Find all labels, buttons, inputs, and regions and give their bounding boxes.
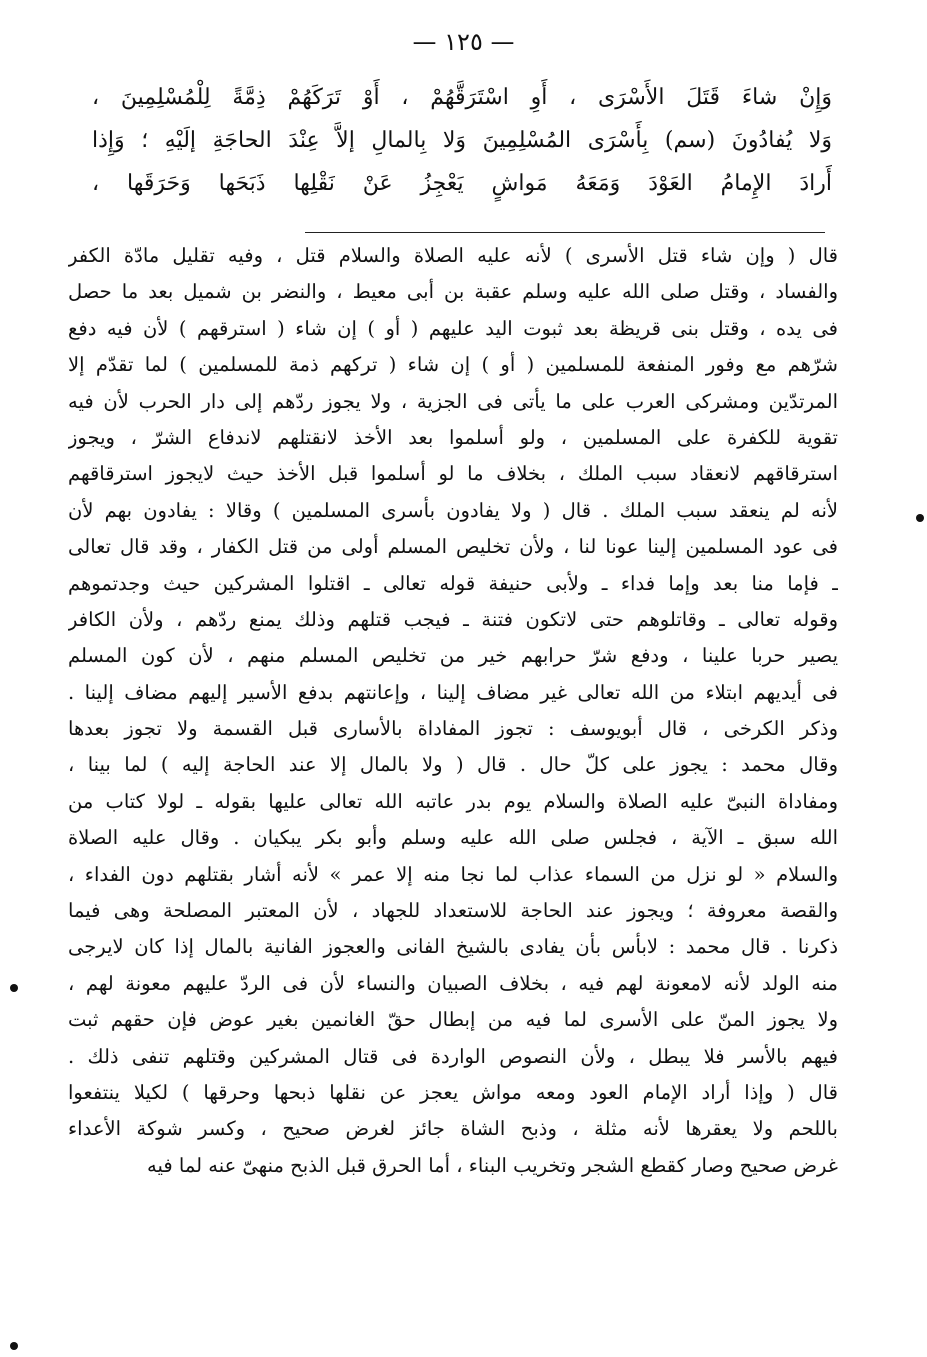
commentary-line: فى أيديهم ابتلاء من الله تعالى غير مضاف إلينا ، وإعانتهم بدفع الأسير إليهم مضاف إلينا . — [68, 680, 838, 704]
commentary-line: منه الولد لأنه لامعونة لهم فيه ، بخلاف الصبيان والنساء لأن فى الردّ عليهم معونة لهم ، — [68, 971, 838, 995]
margin-dot — [916, 514, 924, 522]
commentary-line: وذكر الكرخى ، قال أبويوسف : تجوز المفاداة بالأسارى قبل القسمة ولا تجوز بعدها — [68, 717, 838, 741]
matn-line: أَرادَ الإِمامُ العَوْدَ وَمَعَهُ مَواشٍ يَعْجِزُ عَنْ نَقْلِها ذَبَحَها وَحَرَقَها ، — [92, 171, 832, 196]
commentary-line: تقوية للكفرة على المسلمين ، ولو أسلموا بعد الأخذ لانقتلهم لاندفاع الشرّ ، ويجوز — [68, 425, 838, 449]
commentary-line: وقال محمد : يجوز على كلّ حال . قال ( ولا بالمال إلا عند الحاجة إليه ) لما بينا ، — [68, 753, 838, 777]
commentary-line: المرتدّين ومشركى العرب على ما يأتى فى الجزية ، ولا يجوز ردّهم إلى دار الحرب لأن فيه — [68, 389, 838, 413]
commentary-line: والسلام « لو نزل من السماء عذاب لما نجا منه إلا عمر » لأنه أشار بقتلهم دون الفداء ، — [68, 862, 838, 886]
commentary-line: فى يده ، وقتل بنى قريظة بعد ثبوت اليد عليهم ( أو ) إن شاء ( استرقهم ) لأن فيه دفع — [68, 316, 838, 340]
commentary-text-block — [68, 238, 838, 1184]
commentary-line: ذكرنا . قال محمد : لابأس بأن يفادى بالشيخ الفانى والعجوز الفانية بالمال إذا كان لايرجى — [68, 935, 838, 959]
commentary-line: الله سبق ـ الآية ، فجلس صلى الله عليه وسلم وأبو بكر يبكيان . وقال عليه الصلاة — [68, 826, 838, 850]
matn-text-block — [92, 76, 832, 205]
commentary-line: ولا يجوز المنّ على الأسرى لما فيه من إبطال حقّ الغانمين بغير عوض فإن حقهم ثبت — [68, 1008, 838, 1032]
commentary-line: وقوله تعالى ـ وقاتلوهم حتى لاتكون فتنة ـ فيجب قتلهم وذلك يمنع ردّهم ، ولأن الكافر — [68, 607, 838, 631]
commentary-line: لأنه لم ينعقد سبب الملك . قال ( ولا يفادون بأسرى المسلمين ) وقالا : يفادون بهم لأن — [68, 498, 838, 522]
commentary-line: استرقاقهم لانعقاد سبب الملك ، بخلاف ما لو أسلموا قبل الأخذ حيث لايجوز استرقاقهم — [68, 462, 838, 486]
section-divider — [305, 232, 825, 233]
margin-dot — [10, 1342, 18, 1350]
commentary-line: قال ( وإذا أراد الإمام العود ومعه مواش يعجز عن نقلها ذبحها وحرقها ) لكيلا ينتفعوا — [68, 1080, 838, 1104]
commentary-line: ومفاداة النبىّ عليه الصلاة والسلام يوم بدر عاتبه الله تعالى عليها بقوله ـ لولا كتاب من — [68, 789, 838, 813]
matn-line: وَلا يُفادُونَ (سم) بِأَسْرَى المُسْلِمِينَ وَلا بِالمالِ إلاَّ عِنْدَ الحاجَةِ إلَيْهِ ؛ وَإِذا — [92, 128, 832, 153]
commentary-line: ـ فإما منا بعد وإما فداء ـ ولأبى حنيفة قوله تعالى ـ اقتلوا المشركين حيث وجدتموهم — [68, 571, 838, 595]
commentary-line: فيهم بالأسر فلا يبطل ، ولأن النصوص الواردة فى قتال المشركين وقتلهم تنفى ذلك . — [68, 1044, 838, 1068]
commentary-line: قال ( وإن شاء قتل الأسرى ) لأنه عليه الصلاة والسلام قتل ، وفيه تقليل مادّة الكفر — [68, 244, 838, 267]
commentary-line: يصير حربا علينا ، ودفع شرّ حرابهم خير من تخليص المسلم منهم ، لأن كون المسلم — [68, 644, 838, 668]
commentary-line: شرّهم مع وفور المنفعة للمسلمين ( أو ) إن شاء ( تركهم ذمة للمسلمين ) لما تقدّم إلا — [68, 353, 838, 377]
commentary-line: والقصة معروفة ؛ ويجوز عند الحاجة للاستعداد للجهاد ، لأن المعتبر المصلحة وهى فيما — [68, 899, 838, 923]
commentary-line: غرض صحيح وصار كقطع الشجر وتخريب البناء ، أما الحرق قبل الذبح منهىّ عنه لما فيه — [147, 1153, 838, 1177]
matn-line: وَإِنْ شاءَ قَتَلَ الأَسْرَى ، أَوِ اسْتَرَقَّهُمْ ، أَوْ تَرَكَهُمْ ذِمَّةً لِلْمُسْلِمِينَ ، — [92, 85, 832, 110]
commentary-line: باللحم ولا يعقرها لأنه مثلة ، وذبح الشاة جائز لغرض صحيح ، وكسر شوكة الأعداء — [68, 1117, 838, 1141]
commentary-line: فى عود المسلمين إلينا عونا لنا ، ولأن تخليص المسلم أولى من قتل الكفار ، وقد قال تعالى — [68, 535, 838, 559]
commentary-line: والفساد ، وقتل صلى الله عليه وسلم عقبة بن أبى معيط ، والنضر بن شميل بعد ما حصل — [68, 280, 838, 304]
margin-dot — [10, 984, 18, 992]
page-number: — ١٢٥ — — [412, 28, 515, 56]
